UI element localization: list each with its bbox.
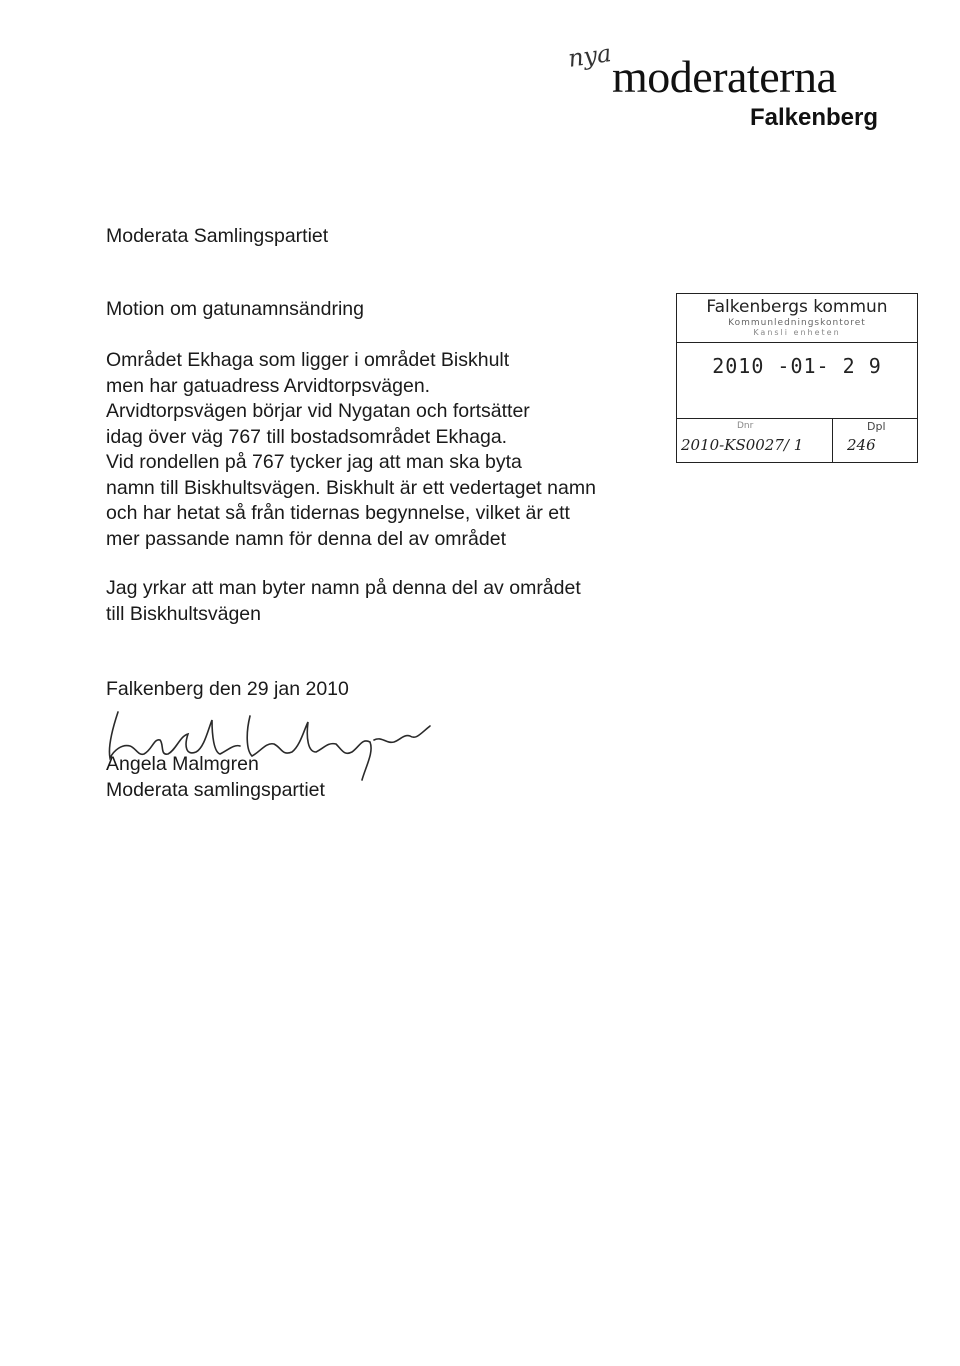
stamp-divider (677, 418, 917, 419)
motion-subject: Motion om gatunamnsändring (106, 298, 364, 320)
stamp-subunit: Kansli enheten (753, 328, 841, 337)
body-line: Vid rondellen på 767 tycker jag att man ska byta (106, 451, 522, 473)
signature-block (106, 752, 325, 803)
party-name: Moderata Samlingspartiet (106, 225, 329, 247)
body-line: men har gatuadress Arvidtorpsvägen. (106, 374, 431, 397)
stamp-date: 2010 -01- 2 9 (712, 354, 882, 378)
body-line: mer passande namn för denna del av området (106, 527, 506, 550)
body-line: Arvidtorpsvägen börjar vid Nygatan och fortsätter (106, 400, 530, 422)
logo-city: Falkenberg (749, 104, 878, 131)
signer-name: Angela Malmgren (106, 753, 259, 775)
stamp-column-divider (832, 418, 833, 462)
body-line: och har hetat så från tidernas begynnelse, vilket är ett (106, 502, 570, 524)
motion-body (106, 348, 596, 552)
logo-nya-script: nya (566, 39, 614, 73)
body-line: idag över väg 767 till bostadsområdet Ekhaga. (106, 425, 508, 448)
demand-line: Jag yrkar att man byter namn på denna del av området (106, 577, 581, 599)
moderaterna-logo (560, 40, 900, 150)
logo-wordmark: moderaterna (612, 51, 837, 102)
motion-demand (106, 576, 581, 627)
body-line: namn till Biskhultsvägen. Biskhult är ett vedertaget namn (106, 476, 596, 499)
registration-stamp (676, 293, 918, 463)
signer-organization: Moderata samlingspartiet (106, 778, 325, 801)
stamp-dnr-label: Dnr (737, 421, 754, 431)
stamp-dnr-handwritten: 2010-KS0027/ 1 (681, 436, 804, 454)
stamp-header (677, 294, 917, 343)
body-line: Området Ekhaga som ligger i området Biskhult (106, 349, 510, 371)
demand-line: till Biskhultsvägen (106, 602, 261, 625)
stamp-dpl-label: Dpl (867, 420, 886, 433)
stamp-dpl-handwritten: 246 (847, 436, 876, 454)
place-date: Falkenberg den 29 jan 2010 (106, 678, 349, 700)
stamp-organization: Falkenbergs kommun (706, 297, 888, 317)
stamp-unit: Kommunledningskontoret (728, 318, 866, 328)
